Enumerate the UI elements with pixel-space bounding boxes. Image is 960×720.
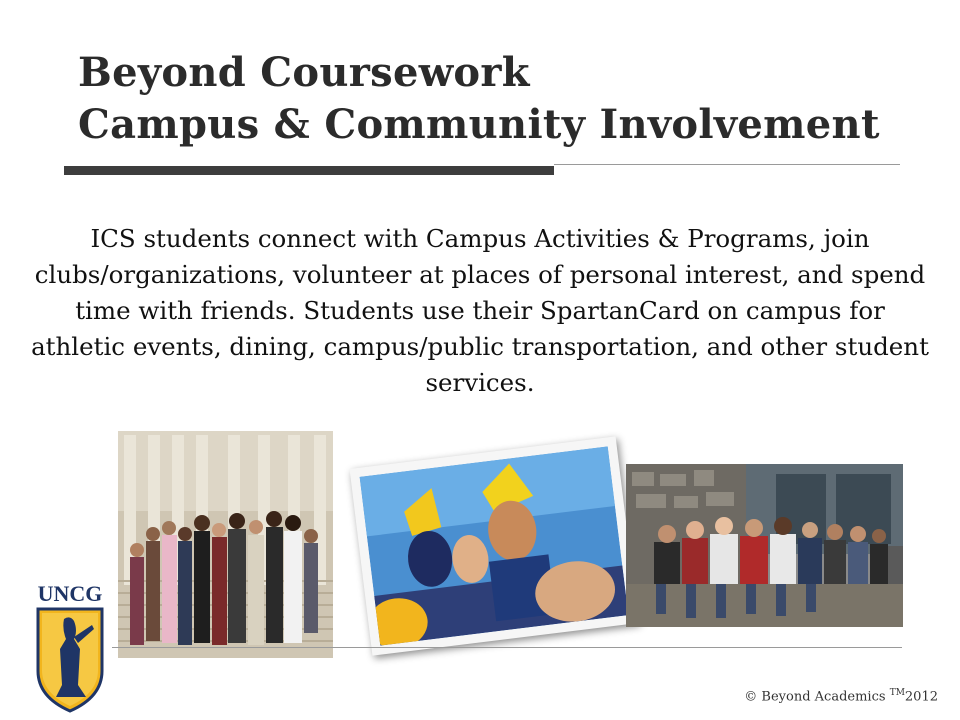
slide-title	[78, 47, 880, 151]
copyright-year: 2012	[904, 689, 938, 705]
copyright-prefix: © Beyond Academics	[744, 689, 886, 705]
title-line-1: Beyond Coursework	[78, 49, 530, 96]
uncg-logo-text: UNCG	[37, 581, 103, 606]
group-photo-capitol-steps	[118, 431, 333, 658]
uncg-logo	[34, 575, 106, 713]
copyright-notice	[744, 688, 938, 704]
trademark-mark: TM	[889, 688, 905, 698]
fans-photo-spartan-hats	[350, 436, 639, 655]
footer-rule	[112, 647, 902, 648]
title-underline-thin	[554, 164, 900, 165]
body-paragraph: ICS students connect with Campus Activities & Programs, join clubs/organizations, volunteer at places of personal interest, and spend time with friends. Students use their SpartanCard on campus for athletic events, dining, campus/public transportation, and other student services.	[31, 224, 929, 397]
group-photo-stone-wall	[626, 464, 903, 627]
title-line-2: Campus & Community Involvement	[78, 101, 880, 148]
title-underline-thick	[64, 166, 554, 175]
